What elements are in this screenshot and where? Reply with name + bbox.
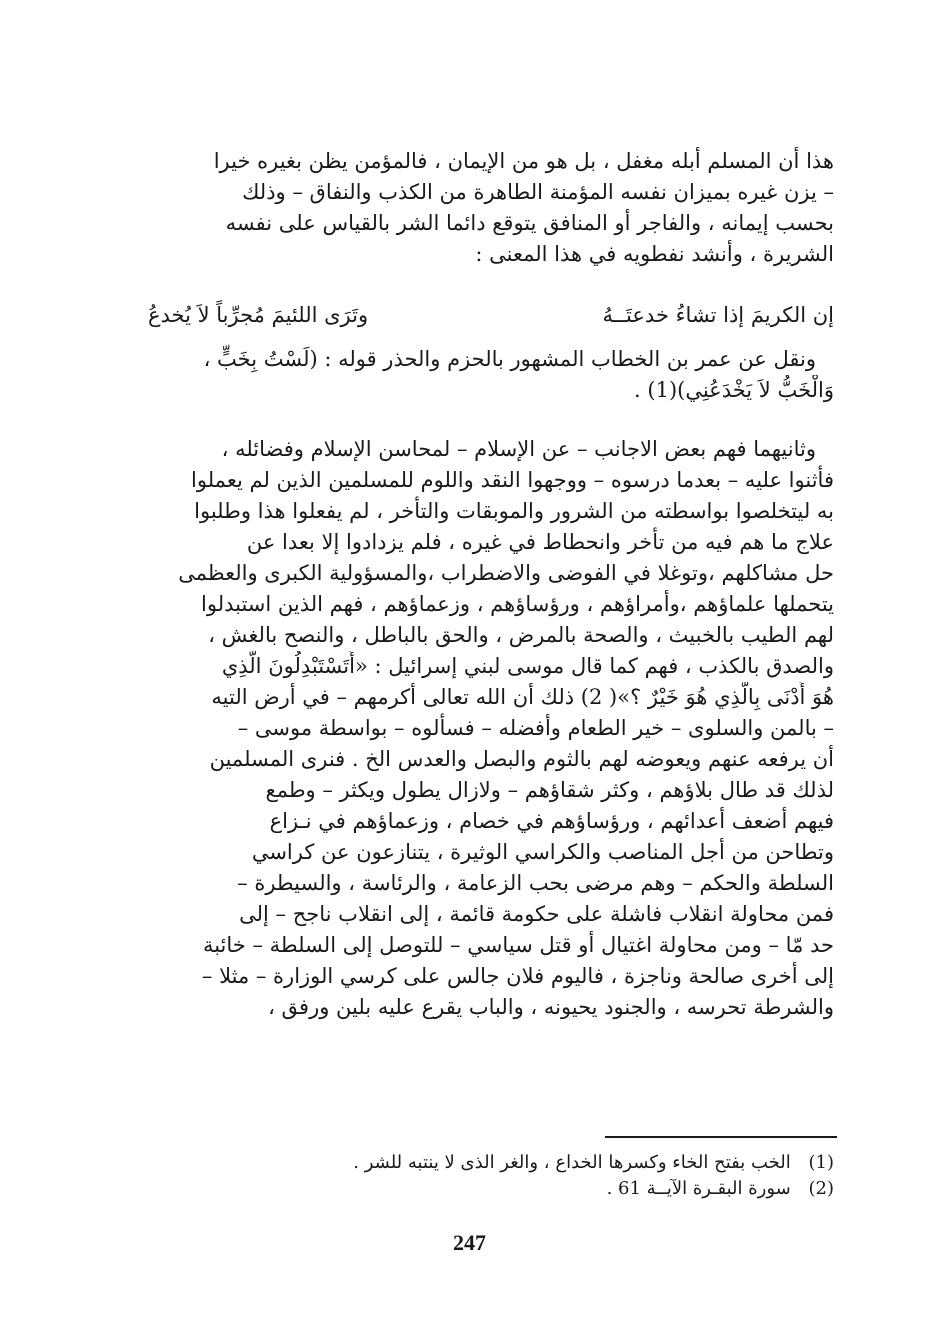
text-line: السلطة والحكم – وهم مرضى بحب الزعامة ، والرئاسة ، والسيطرة – [237, 871, 834, 895]
text-line: أن يرفعه عنهم ويعوضه لهم بالثوم والبصل والعدس الخ . فنرى المسلمين [209, 747, 834, 771]
verse-second-hemistich: وتَرَى اللئيمَ مُجرِّباً لاَ يُخدعُ [148, 303, 369, 327]
footnote-separator [605, 1136, 837, 1138]
footnote-text: الخب بفتح الخاء وكسرها الخداع ، والغر الذى لا ينتبه للشر . [353, 1152, 791, 1173]
text-line: هذا أن المسلم أبله مغفل ، بل هو من الإيمان ، فالمؤمن يظن بغيره خيرا [213, 149, 834, 173]
text-line: لهم الطيب بالخبيث ، والصحة بالمرض ، والحق بالباطل ، والنصح بالغش ، [208, 623, 834, 647]
footnote-number: (1) [808, 1152, 834, 1173]
page-number: 247 [453, 1230, 486, 1255]
text-line: الشريرة ، وأنشد نفطويه في هذا المعنى : [475, 242, 834, 266]
text-line: بحسب إيمانه ، والفاجر أو المنافق يتوقع دائما الشر بالقياس على نفسه [225, 211, 834, 235]
text-line: هُوَ أَدْنَى بِالَّذِي هُوَ خَيْرٌ ؟»( 2) ذلك أن الله تعالى أكرمهم – في أرض التيه [211, 685, 834, 709]
paragraph-3 [148, 434, 834, 1023]
text-line: ونقل عن عمر بن الخطاب المشهور بالحزم والحذر قوله : (لَسْتُ بِخَبٍّ ، [203, 347, 816, 371]
footnote-2 [148, 1176, 834, 1202]
text-line: به ليتخلصوا بواسطته من الشرور والموبقات والتأخر ، لم يفعلوا هذا وطلبوا [194, 499, 834, 523]
text-line: يتحملها علماؤهم ،وأمراؤهم ، ورؤساؤهم ، وزعماؤهم ، فهم الذين استبدلوا [201, 592, 834, 616]
text-line: فيهم أضعف أعدائهم ، ورؤساؤهم في خصام ، وزعماؤهم في نـزاع [269, 809, 834, 833]
footnote-number: (2) [808, 1178, 834, 1199]
footnotes [148, 1150, 834, 1202]
text-line: فأثنوا عليه – بعدما درسوه – ووجهوا النقد واللوم للمسلمين الذين لم يعملوا [191, 468, 834, 492]
text-line: والصدق بالكذب ، فهم كما قال موسى لبني إسرائيل : «أَتَسْتَبْدِلُونَ الَّذِي [221, 654, 834, 678]
text-line: إلى أخرى صالحة وناجزة ، فاليوم فلان جالس على كرسي الوزارة – مثلا – [201, 964, 834, 988]
text-line: علاج ما هم فيه من تأخر وانحطاط في غيره ، فلم يزدادوا إلا بعدا عن [246, 530, 834, 554]
text-line: وثانيهما فهم بعض الاجانب – عن الإسلام – لمحاسن الإسلام وفضائله ، [221, 437, 816, 461]
text-line: – يزن غيره بميزان نفسه المؤمنة الطاهرة من الكذب والنفاق – وذلك [242, 180, 834, 204]
text-line: حل مشاكلهم ،وتوغلا في الفوضى والاضطراب ،والمسؤولية الكبرى والعظمى [178, 561, 834, 585]
paragraph-1 [148, 146, 834, 270]
text-line: وَالْخَبُّ لاَ يَخْدَعُنِي)(1) . [634, 378, 834, 402]
text-line: لذلك قد طال بلاؤهم ، وكثر شقاؤهم – ولازال يطول ويكثر – وطمع [265, 778, 834, 802]
text-line: والشرطة تحرسه ، والجنود يحيونه ، والباب يقرع عليه بلين ورفق ، [268, 995, 834, 1019]
verse-first-hemistich: إن الكريمَ إذا تشاءُ خدعتَــهُ [602, 303, 834, 327]
text-line: – بالمن والسلوى – خير الطعام وأفضله – فسألوه – بواسطة موسى – [237, 716, 834, 740]
footnote-text: سورة البقـرة الآيــة 61 . [606, 1178, 791, 1199]
text-line: وتطاحن من أجل المناصب والكراسي الوثيرة ، يتنازعون عن كراسي [251, 840, 834, 864]
paragraph-2 [148, 344, 834, 406]
text-line: حد مّا – ومن محاولة اغتيال أو قتل سياسي – للتوصل إلى السلطة – خائبة [202, 933, 834, 957]
footnote-1 [148, 1150, 834, 1176]
poetry-verse [148, 300, 834, 331]
text-line: فمن محاولة انقلاب فاشلة على حكومة قائمة ، إلى انقلاب ناجح – إلى [239, 902, 834, 926]
